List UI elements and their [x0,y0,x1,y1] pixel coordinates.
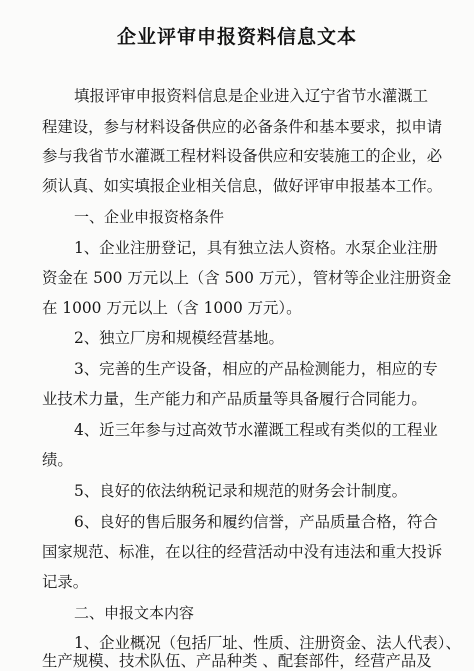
list-item: 2、独立厂房和规模经营基地。 [74,329,284,347]
paragraph-line: 记录。 [42,573,89,591]
paragraph-line: 程建设，参与材料设备供应的必备条件和基本要求，拟申请 [42,118,443,136]
paragraph-line: 国家规范、标准，在以往的经营活动中没有违法和重大投诉 [42,543,443,561]
list-item: 6、良好的售后服务和履约信誉，产品质量合格，符合 [74,513,438,531]
paragraph-line: 生产规模、技术队伍、产品种类 、配套部件，经营产品及 [42,652,432,670]
document-title: 企业评审申报资料信息文本 [116,26,357,48]
list-item: 3、完善的生产设备，相应的产品检测能力，相应的专 [74,360,438,378]
section-heading-1: 一、企业申报资格条件 [74,208,225,226]
list-item: 1、企业注册登记，具有独立法人资格。水泵企业注册 [74,239,438,257]
section-heading-2: 二、申报文本内容 [74,604,195,622]
list-item: 1、企业概况（包括厂址、性质、注册资金、法人代表）、 [74,634,461,652]
paragraph-line: 资金在 500 万元以上（含 500 万元），管材等企业注册资金 [42,269,452,287]
paragraph-line: 在 1000 万元以上（含 1000 万元）。 [42,299,302,317]
paragraph-line: 业技术力量，生产能力和产品质量等具备履行合同能力。 [42,390,427,408]
paragraph-line: 绩。 [42,451,73,469]
paragraph-line: 须认真、如实填报企业相关信息，做好评审申报基本工作。 [42,177,443,195]
list-item: 5、良好的依法纳税记录和规范的财务会计制度。 [74,482,407,500]
list-item: 4、近三年参与过高效节水灌溉工程或有类似的工程业 [74,421,438,439]
paragraph-line: 参与我省节水灌溉工程材料设备供应和安装施工的企业，必 [42,147,443,165]
paragraph-line: 填报评审申报资料信息是企业进入辽宁省节水灌溉工 [74,87,428,105]
